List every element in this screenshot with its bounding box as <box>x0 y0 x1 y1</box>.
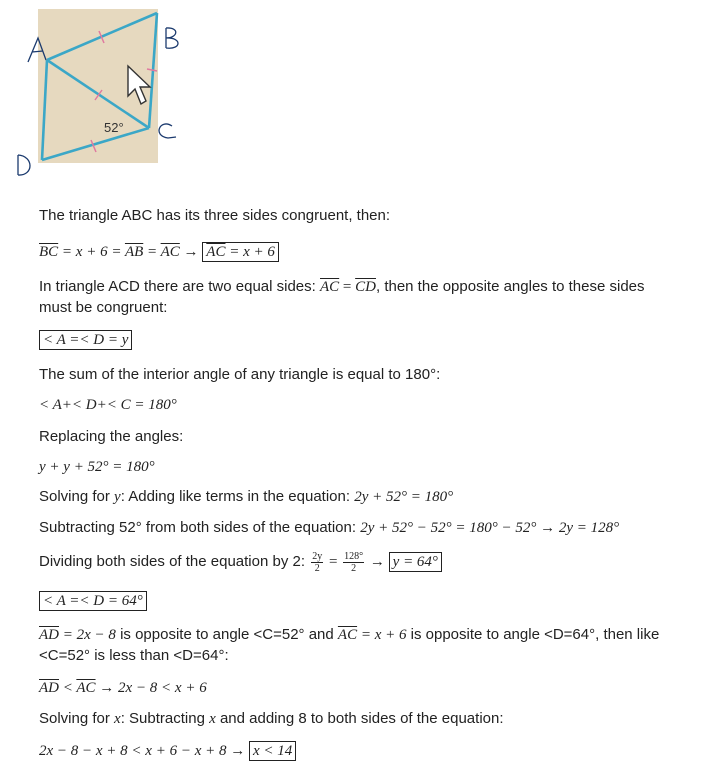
line-5: The sum of the interior angle of any triangle is equal to 180°: <box>39 366 441 383</box>
line-7: Replacing the angles: <box>39 428 184 445</box>
boxed-angles-64: < A =< D = 64° <box>39 591 147 611</box>
segment-ac: $\overline{AC}$ <box>76 680 96 696</box>
denominator: 2 <box>351 562 357 574</box>
segment-ab: $\overline{AB}$ <box>124 244 144 260</box>
text: and adding 8 to both sides of the equation: <box>215 710 504 727</box>
eq-part: = 2x − 8 <box>59 627 116 643</box>
equation: 2y + 52° − 52° = 180° − 52° → 2y = 128° <box>360 520 620 536</box>
vertex-label-c <box>159 124 176 138</box>
text: : Subtracting <box>120 710 210 727</box>
segment-bc: $\overline{BC}$ <box>39 244 59 260</box>
angle-label: 52° <box>104 120 124 135</box>
equation: < A+< D+< C = 180° <box>39 397 177 413</box>
vertex-label-b <box>166 28 178 48</box>
segment-ac: $\overline{AC}$ <box>320 279 340 295</box>
line-6 <box>39 395 177 415</box>
fraction-128-over-2 <box>343 551 364 574</box>
eq-part: = x + 6 <box>357 627 407 643</box>
line-3b: must be congruent: <box>39 299 168 316</box>
text: Dividing both sides of the equation by 2: <box>39 553 310 570</box>
equation: 2y + 52° = 180° <box>354 489 454 505</box>
line-10 <box>39 518 619 538</box>
line-15 <box>39 709 504 729</box>
equation: → 2x − 8 < x + 6 <box>95 680 207 696</box>
line-13a <box>39 625 659 645</box>
fraction-2y-over-2 <box>311 551 323 574</box>
variable: x <box>114 711 121 727</box>
segment-ac: $\overline{AC}$ <box>160 244 180 260</box>
text: Solving for <box>39 710 115 727</box>
boxed-result-ac <box>202 242 279 262</box>
text: Solving for <box>39 488 115 505</box>
boxed-angles-y: < A =< D = y <box>39 330 132 350</box>
line-11 <box>39 549 442 575</box>
line-8 <box>39 457 155 477</box>
boxed-final-answer: x < 14 <box>249 741 296 761</box>
segment-cd: $\overline{CD}$ <box>355 279 376 295</box>
numerator: 2y <box>312 550 323 562</box>
eq-part: = <box>325 554 342 570</box>
text: In triangle ACD there are two equal sides: <box>39 278 320 295</box>
equation: y + y + 52° = 180° <box>39 459 155 475</box>
text: : Adding like terms in the equation: <box>120 488 355 505</box>
text: , then the opposite angles to these sides <box>375 278 645 295</box>
text: Subtracting 52° from both sides of the equation: <box>39 519 361 536</box>
text: is opposite to angle <C=52° and <box>115 626 338 643</box>
eq-part: = x + 6 <box>225 244 275 260</box>
boxed-y-value: y = 64° <box>389 552 442 572</box>
segment-ad: $\overline{AD}$ <box>39 627 59 643</box>
line-3a <box>39 277 645 297</box>
segment-ad: $\overline{AD}$ <box>39 680 59 696</box>
denominator: 2 <box>314 562 320 574</box>
line-13b: <C=52° is less than <D=64°: <box>39 647 229 664</box>
line-12 <box>39 591 147 611</box>
text: is opposite to angle <D=64°, then like <box>406 626 660 643</box>
eq-part: = <box>339 279 356 295</box>
eq-part: = <box>143 244 161 260</box>
segment-ac: $\overline{AC}$ <box>206 244 226 260</box>
variable: x <box>209 711 216 727</box>
numerator: 128° <box>344 550 364 562</box>
vertex-label-d <box>18 155 30 175</box>
eq-part: = x + 6 = <box>58 244 125 260</box>
arrow: → <box>366 554 389 570</box>
line-16 <box>39 741 296 761</box>
line-14 <box>39 678 207 698</box>
line-4 <box>39 330 132 350</box>
equation: 2x − 8 − x + 8 < x + 6 − x + 8 → <box>39 743 249 759</box>
arrow: → <box>179 244 203 260</box>
triangle-figure <box>0 0 200 185</box>
line-1: The triangle ABC has its three sides congruent, then: <box>39 207 391 224</box>
line-2 <box>39 242 279 262</box>
variable: y <box>114 489 121 505</box>
eq-part: < <box>59 680 77 696</box>
line-9 <box>39 487 453 507</box>
segment-ac: $\overline{AC}$ <box>337 627 358 643</box>
